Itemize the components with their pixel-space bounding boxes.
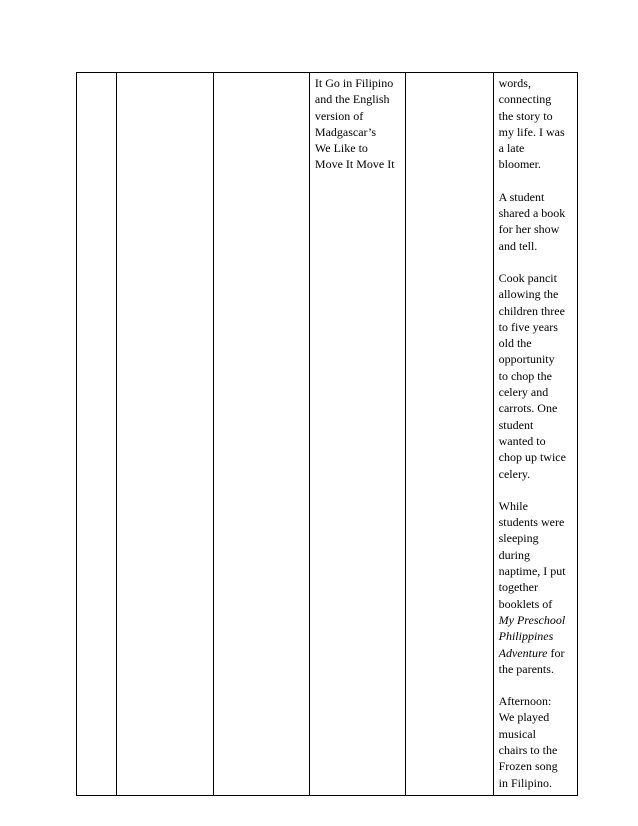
paragraph-4-text-a: While students were sleeping during naptime, I put together booklets of <box>498 498 566 611</box>
cell-6-paragraph-2: A student shared a book for her show and tell. <box>498 189 566 253</box>
table-cell-6 <box>493 73 577 796</box>
cell-6-paragraph-4 <box>499 498 572 677</box>
table-cell-4 <box>309 73 405 796</box>
table-cell-5 <box>406 73 493 796</box>
table-row <box>77 73 578 796</box>
table-cell-1 <box>77 73 117 796</box>
table-cell-2 <box>117 73 213 796</box>
paragraph-4-text-b: for the parents. <box>498 645 565 676</box>
cell-6-paragraph-1: words, connecting the story to my life. I was a late bloomer. <box>498 76 565 172</box>
cell-4-text: It Go in Filipino and the English version of Madgascar’s We Like to Move It Move It <box>314 76 395 172</box>
lesson-table <box>76 72 578 796</box>
book-title: My Preschool Philippines Adventure <box>498 612 566 660</box>
cell-6-paragraph-3: Cook pancit allowing the children three to five years old the opportunity to chop the celery and carrots. One student wanted to chop up twice celery. <box>498 270 566 481</box>
cell-6-paragraph-5: Afternoon: We played musical chairs to the Frozen song in Filipino. <box>498 694 558 790</box>
table-cell-3 <box>213 73 309 796</box>
